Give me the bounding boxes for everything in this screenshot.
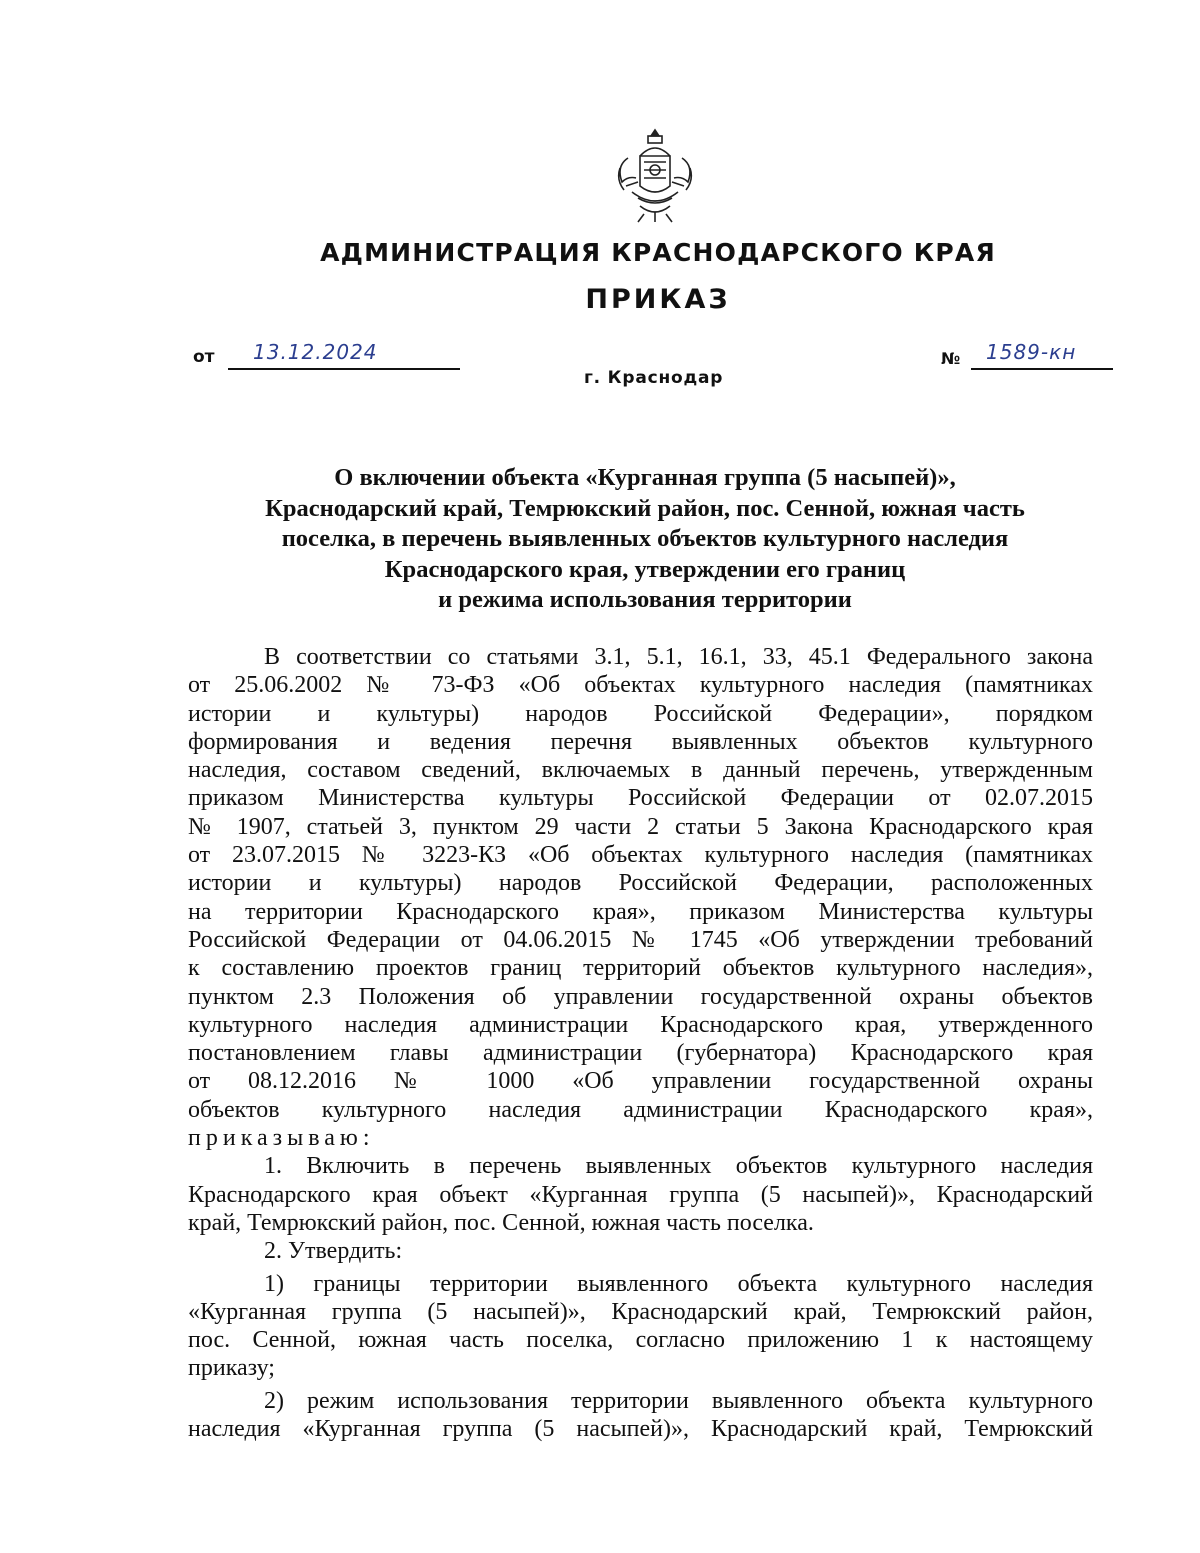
- document-type: ПРИКАЗ: [585, 284, 731, 315]
- body-line: к составлению проектов границ территорий объектов культурного наследия»,: [188, 955, 1093, 982]
- document-body: [188, 643, 1093, 1443]
- body-line: объектов культурного наследия администрации Краснодарского края»,: [188, 1096, 1093, 1123]
- item-1-line: 1. Включить в перечень выявленных объектов культурного наследия: [264, 1153, 1093, 1180]
- body-line: формирования и ведения перечня выявленных объектов культурного: [188, 728, 1093, 755]
- body-line: истории и культуры) народов Российской Федерации», порядком: [188, 700, 1093, 727]
- date-underline: [228, 368, 460, 370]
- item-2-2-line: 2) режим использования территории выявленного объекта культурного: [264, 1387, 1093, 1414]
- item-2-heading: 2. Утвердить:: [264, 1238, 403, 1265]
- order-word: приказываю:: [188, 1125, 375, 1152]
- body-line: наследия, составом сведений, включаемых в данный перечень, утвержденным: [188, 757, 1093, 784]
- item-2-1-line: 1) границы территории выявленного объекта культурного наследия: [264, 1270, 1093, 1297]
- item-1-line: край, Темрюкский район, пос. Сенной, южная часть поселка.: [188, 1209, 814, 1236]
- krasnodar-coat-of-arms-icon: [610, 128, 700, 224]
- number-underline: [971, 368, 1113, 370]
- body-line: от 23.07.2015 № 3223-КЗ «Об объектах культурного наследия (памятниках: [188, 842, 1093, 869]
- body-line: от 08.12.2016 № 1000 «Об управлении государственной охраны: [188, 1068, 1093, 1095]
- document-subject: [0, 463, 1200, 616]
- number-prefix: №: [941, 349, 961, 368]
- body-line: истории и культуры) народов Российской Федерации, расположенных: [188, 870, 1093, 897]
- subject-line: Краснодарского края, утверждении его границ: [384, 555, 906, 583]
- body-line: пунктом 2.3 Положения об управлении государственной охраны объектов: [188, 983, 1093, 1010]
- item-2-1-line: «Курганная группа (5 насыпей)», Краснодарский край, Темрюкский район,: [188, 1298, 1093, 1325]
- body-line: В соответствии со статьями 3.1, 5.1, 16.1, 33, 45.1 Федерального закона: [264, 644, 1093, 670]
- item-2-1-line: приказу;: [188, 1355, 275, 1382]
- body-line: от 25.06.2002 № 73-ФЗ «Об объектах культурного наследия (памятниках: [188, 672, 1093, 699]
- subject-line: и режима использования территории: [438, 586, 852, 613]
- city: г. Краснодар: [584, 368, 724, 388]
- organization-title: АДМИНИСТРАЦИЯ КРАСНОДАРСКОГО КРАЯ: [320, 238, 996, 267]
- item-2-1-line: пос. Сенной, южная часть поселка, согласно приложению 1 к настоящему: [188, 1327, 1093, 1354]
- body-line: приказом Министерства культуры Российской Федерации от 02.07.2015: [188, 785, 1093, 812]
- document-date: 13.12.2024: [253, 340, 378, 364]
- body-line: № 1907, статьей 3, пунктом 29 части 2 статьи 5 Закона Краснодарского края: [188, 813, 1093, 840]
- subject-line: О включении объекта «Курганная группа (5 насыпей)»,: [334, 464, 956, 491]
- date-prefix: от: [193, 347, 215, 367]
- item-2-2-line: наследия «Курганная группа (5 насыпей)», Краснодарский край, Темрюкский: [188, 1416, 1093, 1443]
- body-line: постановлением главы администрации (губернатора) Краснодарского края: [188, 1040, 1093, 1067]
- subject-line: Краснодарский край, Темрюкский район, пос. Сенной, южная часть: [265, 494, 1025, 522]
- subject-line: поселка, в перечень выявленных объектов культурного наследия: [281, 525, 1009, 552]
- body-line: Российской Федерации от 04.06.2015 № 1745 «Об утверждении требований: [188, 926, 1093, 953]
- item-1-line: Краснодарского края объект «Курганная группа (5 насыпей)», Краснодарский: [188, 1181, 1093, 1208]
- document-number: 1589-кн: [986, 340, 1077, 364]
- body-line: на территории Краснодарского края», приказом Министерства культуры: [188, 898, 1093, 925]
- body-line: культурного наследия администрации Краснодарского края, утвержденного: [188, 1011, 1093, 1038]
